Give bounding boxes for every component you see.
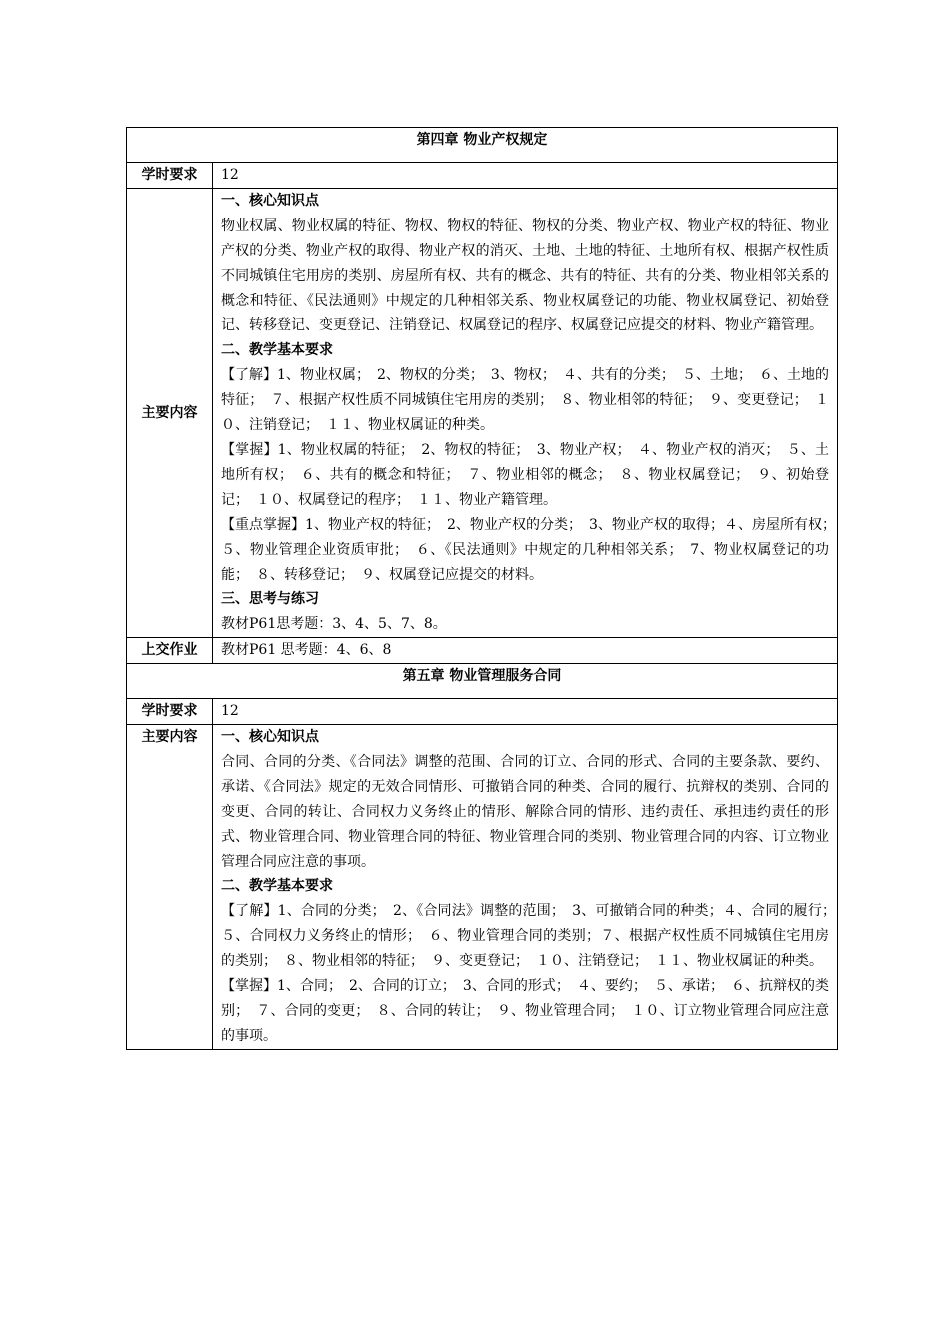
chapter4-understand-text: 【了解】1、物业权属； 2、物权的分类； 3、物权； ４、共有的分类； ５、土地； ６、土地的特征； ７、根据产权性质不同城镇住宅用房的类别； ８、物业相邻的特征； ９、变更登记； １０、注销登记； １１、物业权属证的种类。 (221, 367, 829, 434)
chapter5-content-label: 主要内容 (127, 725, 213, 1050)
chapter4-requirements-heading: 二、教学基本要求 (221, 342, 333, 359)
chapter4-homework-label: 上交作业 (127, 638, 213, 664)
chapter5-hours-row (127, 699, 838, 725)
chapter4-key-master-text: 【重点掌握】1、物业产权的特征； 2、物业产权的分类； 3、物业产权的取得；４、房屋所有权； ５、物业管理企业资质审批； ６、《民法通则》中规定的几种相邻关系； 7、物业权属登记的功能； ８、转移登记； ９、权属登记应提交的材料。 (221, 516, 843, 583)
chapter4-content-label: 主要内容 (127, 188, 213, 637)
chapter4-exercise-heading: 三、思考与练习 (221, 591, 319, 608)
chapter4-exercise-text: 教材P61思考题：3、4、5、7、8。 (221, 616, 447, 633)
chapter4-core-heading: 一、核心知识点 (221, 192, 319, 209)
chapter5-core-heading: 一、核心知识点 (221, 729, 319, 746)
chapter5-title-row (127, 664, 838, 699)
chapter4-hours-row (127, 163, 838, 189)
chapter4-homework-value: 教材P61 思考题：4、6、8 (213, 638, 838, 664)
chapter5-title: 第五章 物业管理服务合同 (127, 664, 838, 699)
chapter5-hours-label: 学时要求 (127, 699, 213, 725)
chapter5-core-text: 合同、合同的分类、《合同法》调整的范围、合同的订立、合同的形式、合同的主要条款、要约、承诺、《合同法》规定的无效合同情形、可撤销合同的种类、合同的履行、抗辩权的类别、合同的变更、合同的转让、合同权力义务终止的情形、解除合同的情形、违约责任、承担违约责任的形式、物业管理合同、物业管理合同的特征、物业管理合同的类别、物业管理合同的内容、订立物业管理合同应注意的事项。 (221, 753, 829, 870)
chapter4-homework-row (127, 638, 838, 664)
chapter4-hours-label: 学时要求 (127, 163, 213, 189)
chapter4-content (213, 188, 843, 637)
chapter5-understand-text: 【了解】1、合同的分类； 2、《合同法》调整的范围； 3、可撤销合同的种类；４、合同的履行； ５、合同权力义务终止的情形； ６、物业管理合同的类别；７、根据产权性质不同城镇住宅用房的类别； ８、物业相邻的特征； ９、变更登记； １０、注销登记； １１、物业权属证的种类。 (221, 903, 843, 970)
chapter5-content (213, 725, 843, 1050)
chapter4-content-row (127, 188, 838, 637)
chapter4-core-text: 物业权属、物业权属的特征、物权、物权的特征、物权的分类、物业产权、物业产权的特征、物业产权的分类、物业产权的取得、物业产权的消灭、土地、土地的特征、土地所有权、根据产权性质不同城镇住宅用房的类别、房屋所有权、共有的概念、共有的特征、共有的分类、物业相邻关系的概念和特征、《民法通则》中规定的几种相邻关系、物业权属登记的功能、物业权属登记、初始登记、转移登记、变更登记、注销登记、权属登记的程序、权属登记应提交的材料、物业产籍管理。 (221, 217, 829, 334)
chapter4-master-text: 【掌握】1、物业权属的特征； 2、物权的特征； 3、物业产权； ４、物业产权的消灭； ５、土地所有权； ６、共有的概念和特征； ７、物业相邻的概念； ８、物业权属登记； ９、初始登记； １０、权属登记的程序； １１、物业产籍管理。 (221, 441, 829, 508)
chapter4-title: 第四章 物业产权规定 (127, 128, 838, 163)
chapter4-title-row (127, 128, 838, 163)
chapter5-requirements-heading: 二、教学基本要求 (221, 878, 333, 895)
chapter5-master-text: 【掌握】1、合同； 2、合同的订立； 3、合同的形式； ４、要约； ５、承诺； ６、抗辩权的类别； ７、合同的变更； ８、合同的转让； ９、物业管理合同； １０、订立物业管理合同应注意的事项。 (221, 978, 829, 1044)
syllabus-table (126, 127, 843, 1050)
chapter5-hours-value: 12 (213, 699, 838, 725)
chapter4-hours-value: 12 (213, 163, 838, 189)
chapter5-content-row (127, 725, 838, 1050)
